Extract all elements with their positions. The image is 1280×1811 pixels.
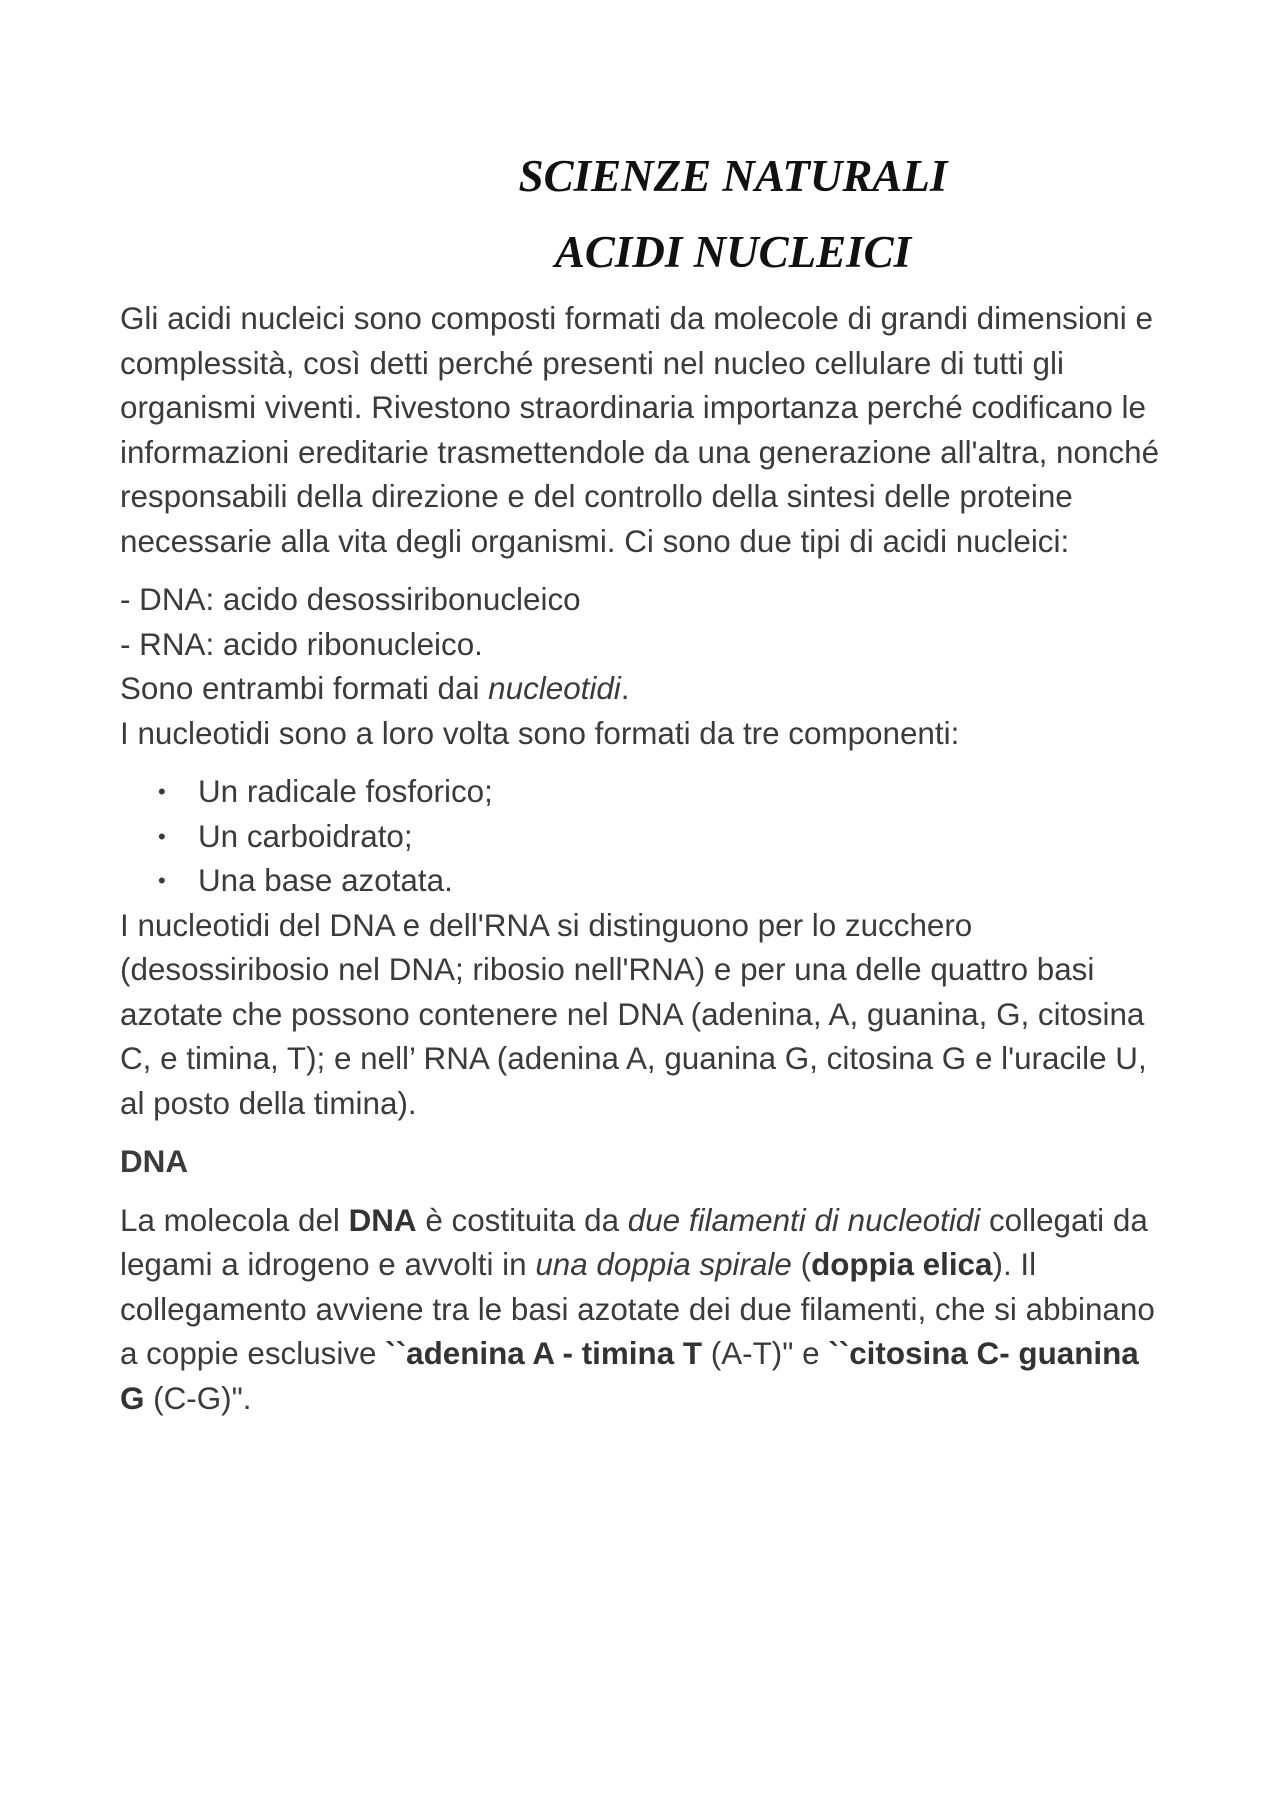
nucleotides-prefix: Sono entrambi formati dai: [120, 671, 489, 706]
dna-text: (: [791, 1247, 812, 1282]
list-item-text: Una base azotata.: [198, 863, 453, 898]
dna-bold-term: ``adenina A - timina T: [385, 1336, 703, 1371]
list-item: [120, 770, 1165, 815]
intro-paragraph: Gli acidi nucleici sono composti formati da molecole di grandi dimensioni e complessità, così detti perché presenti nel nucleo cellulare di tutti gli organismi viventi. Rivestono straordinaria importanza perché codificano le informazioni ereditarie trasmettendole da una generazione all'altra, nonché responsabili della direzione e del controllo della sintesi delle proteine necessarie alla vita degli organismi. Ci sono due tipi di acidi nucleici:: [120, 301, 1160, 559]
type-dna: - DNA: acido desossiribonucleico: [120, 582, 581, 617]
dna-bold-term: doppia elica: [811, 1247, 993, 1282]
bullet-icon: •: [158, 823, 166, 849]
subject-title: SCIENZE NATURALI: [518, 151, 948, 201]
list-item: [120, 815, 1165, 860]
type-rna: - RNA: acido ribonucleico.: [120, 626, 483, 662]
nucleotides-suffix: .: [620, 671, 630, 706]
dna-text: La molecola del: [120, 1202, 349, 1238]
dna-italic-term: due filamenti di nucleotidi: [627, 1202, 981, 1238]
dna-italic-term: una doppia spirale: [535, 1247, 792, 1282]
components-intro: I nucleotidi sono a loro volta sono formati da tre componenti:: [120, 715, 960, 751]
dna-bold-term: DNA: [348, 1202, 417, 1238]
dna-text: è costituita da: [416, 1202, 628, 1238]
dna-bold-term: ``citosina C- guanina G: [120, 1336, 1139, 1416]
difference-paragraph: I nucleotidi del DNA e dell'RNA si distinguono per lo zucchero (desossiribosio nel DNA; ribosio nell'RNA) e per una delle quattro basi azotate che possono contenere nel DNA (adenina, A, guanina, G, citosina C, e timina, T); e nell’ RNA (adenina A, guanina G, citosina G e l'uracile U, al posto della timina).: [120, 907, 1147, 1121]
list-item-text: Un radicale fosforico;: [198, 774, 493, 809]
dna-text: collegati da legami a idrogeno e avvolti in: [120, 1202, 1148, 1282]
dna-text: ). Il collegamento avviene tra le basi azotate dei due filamenti, che si abbinano a coppie esclusive: [120, 1247, 1155, 1371]
bullet-icon: •: [158, 779, 166, 804]
topic-title: ACIDI NUCLEICI: [554, 227, 912, 277]
document-body: [120, 297, 1165, 1421]
dna-text: (A-T)" e: [702, 1336, 829, 1371]
dna-paragraph: [120, 1199, 1165, 1422]
bullet-icon: •: [158, 868, 166, 893]
list-item-text: Un carboidrato;: [198, 818, 413, 854]
nucleotides-term: nucleotidi: [488, 671, 621, 706]
nucleotides-line: [120, 667, 1165, 712]
components-list: [120, 770, 1165, 904]
dna-heading: DNA: [120, 1144, 189, 1179]
list-item: [120, 859, 1165, 904]
dna-text: (C-G)".: [144, 1380, 252, 1416]
